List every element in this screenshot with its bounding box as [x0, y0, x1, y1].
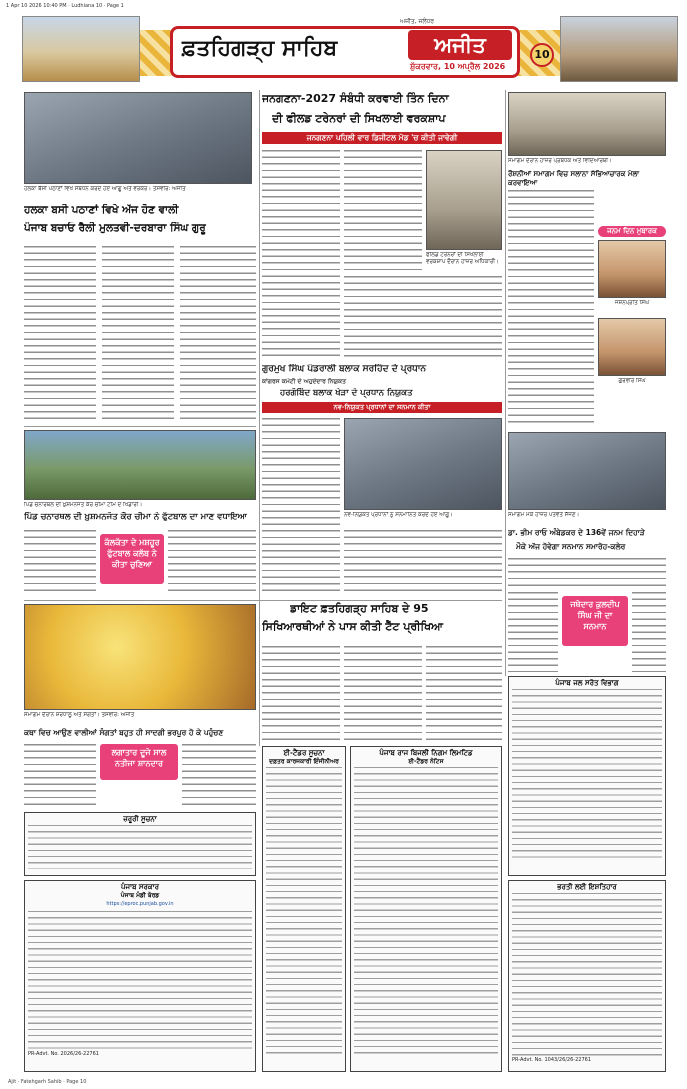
ad-center-2: [350, 746, 502, 1072]
middle-text-col-2: [344, 530, 502, 596]
rally-headline-line-1: ਹਲਕਾ ਬਸੀ ਪਠਾਣਾਂ ਵਿਖੇ ਅੱਜ ਹੋਣ ਵਾਲੀ: [24, 204, 179, 216]
lead-text-col-3: [344, 276, 502, 360]
congregation-photo: [24, 604, 256, 710]
middle-text-col-1: [262, 418, 340, 596]
ad-left-1-title: ਜ਼ਰੂਰੀ ਸੂਚਨਾ: [123, 815, 157, 823]
ambedkar-highlight-box: ਜਥੇਦਾਰ ਕੁਲਦੀਪ ਸਿੰਘ ਜੀ ਦਾ ਸਨਮਾਨ: [562, 596, 628, 646]
football-text-col-2: [168, 530, 256, 594]
row-rule-2: [24, 600, 502, 601]
ad-center-1-sub: ਦਫ਼ਤਰ ਕਾਰਜਕਾਰੀ ਇੰਜੀਨੀਅਰ: [269, 757, 339, 765]
ad-center-2-sub: ਈ-ਟੈਂਡਰ ਨੋਟਿਸ: [408, 757, 444, 765]
ad-left-2-website[interactable]: https://eproc.punjab.gov.in: [106, 901, 174, 907]
rally-text-col-1: [24, 246, 96, 422]
middle-subhead: ਹਰਗੋਬਿੰਦ ਬਲਾਕ ਖੇੜਾ ਦੇ ਪ੍ਰਧਾਨ ਨਿਯੁਕਤ: [280, 388, 413, 398]
ambedkar-text-3: [632, 592, 666, 672]
rally-headline-line-2: ਪੰਜਾਬ ਬਚਾਓ ਰੈਲੀ ਮੁਲਤਵੀ-ਦਰਬਾਰਾ ਸਿੰਘ ਗੁਰੂ: [24, 222, 206, 234]
child-caption-1: ਜਸ਼ਨਪ੍ਰੀਤ ਸਿੰਘ: [614, 300, 650, 306]
football-highlight-box: ਕੱਲਕੱਤਾ ਦੇ ਮਸ਼ਹੂਰ ਫੁੱਟਬਾਲ ਕਲੱਬ ਨੇ ਕੀਤਾ ਚੁਣਿਆ: [100, 534, 164, 584]
ad-left-1-lines: [28, 825, 252, 869]
child-caption-2: ਗੁਰਵੀਰ ਸਿੰਘ: [618, 378, 646, 384]
ambedkar-headline-2: ਮੌਕੇ ਅੱਜ ਹੋਵੇਗਾ ਸਨਮਾਨ ਸਮਾਰੋਹ-ਕਲੇਰ: [516, 542, 626, 551]
print-slug: 1 Apr 10 2026 10:40 PM · Ludhiana 10 · Page 1: [6, 3, 124, 9]
katha-headline: ਕਥਾ ਵਿਚ ਆਉਣ ਵਾਲੀਆਂ ਸੰਗਤਾਂ ਬਹੁਤ ਹੀ ਸਾਦਗੀ ਭਰਪੂਰ ਹੋ ਕੇ ਪਹੁੰਚਣ: [24, 728, 224, 737]
ad-center-2-title: ਪੰਜਾਬ ਰਾਜ ਬਿਜਲੀ ਨਿਗਮ ਲਿਮਟਿਡ: [379, 749, 473, 757]
middle-headline-2: ਕਾਂਗਰਸ ਕਮੇਟੀ ਦੇ ਅਹੁਦੇਦਾਰ ਨਿਯੁਕਤ: [262, 378, 346, 385]
rally-photo-caption: ਹਲਕਾ ਬੱਸੀ ਪਠਾਣਾਂ ਵਿਖੇ ਸੰਬੋਧਨ ਕਰਦੇ ਹੋਏ ਆਗੂ ਅਤੇ ਵਰਕਰ। ਤਸਵੀਰ: ਅਜੀਤ: [24, 186, 186, 192]
column-rule-1: [259, 90, 260, 746]
ad-left-2-pr-no: PR-Advt. No. 2026/26-22761: [28, 1050, 99, 1057]
ad-right-2-pr-no: PR-Advt. No. 1043/26/26-22761: [512, 1056, 592, 1063]
ambedkar-text-1: [508, 558, 666, 588]
masthead-date: ਸ਼ੁੱਕਰਵਾਰ, 10 ਅਪ੍ਰੈਲ 2026: [410, 62, 506, 71]
ad-left-2-lines: [28, 911, 252, 1051]
tet-headline-line-2: ਸਿਖਿਆਰਥੀਆਂ ਨੇ ਪਾਸ ਕੀਤੀ ਟੈੱਟ ਪ੍ਰੀਖਿਆ: [262, 620, 444, 633]
lead-text-col-2: [344, 150, 422, 270]
football-photo-caption: ਪਿੰਡ ਚਨਾਰਥਲ ਦੀ ਖ਼ੁਸ਼ਮਨਜੋਤ ਕੌਰ ਚੀਮਾ ਟੀਮ ਦੇ ਖਿਡਾਰੀ।: [24, 502, 143, 508]
tet-headline-line-1: ਡਾਇਟ ਫ਼ਤਹਿਗੜ੍ਹ ਸਾਹਿਬ ਦੇ 95: [290, 602, 429, 615]
ad-right-2-lines: [512, 893, 662, 1057]
event-photo-caption: ਸਮਾਗਮ ਦੌਰਾਨ ਹਾਜ਼ਰ ਪ੍ਰਬੰਧਕ ਅਤੇ ਵਿਦਿਆਰਥੀ।: [508, 158, 612, 164]
football-team-photo: [24, 430, 256, 500]
ad-right-2-title: ਭਰਤੀ ਲਈ ਇਸ਼ਤਿਹਾਰ: [557, 883, 617, 891]
masthead-brand: ਅਜੀਤ: [408, 30, 512, 60]
ad-left-2-title: ਪੰਜਾਬ ਸਰਕਾਰ: [120, 883, 159, 891]
ad-right-1-lines: [512, 689, 662, 861]
workshop-photo: [426, 150, 502, 250]
middle-red-subhead: ਨਵ-ਨਿਯੁਕਤ ਪ੍ਰਧਾਨਾਂ ਦਾ ਸਨਮਾਨ ਕੀਤਾ: [262, 402, 502, 413]
ad-center-1-lines: [266, 767, 342, 1057]
congregation-photo-caption: ਸਮਾਗਮ ਦੌਰਾਨ ਸ਼ਰਧਾਲੂ ਅਤੇ ਸੰਗਤਾਂ। ਤਸਵੀਰ: ਅਜੀਤ: [24, 712, 135, 718]
football-headline: ਪਿੰਡ ਚਨਾਰਥਲ ਦੀ ਖ਼ੁਸ਼ਮਨਜੋਤ ਕੌਰ ਚੀਮਾ ਨੇ ਫੁੱਟਬਾਲ ਦਾ ਮਾਣ ਵਧਾਇਆ: [24, 512, 247, 522]
lead-headline-line-1: ਜਨਗਣਨਾ-2027 ਸੰਬੰਧੀ ਕਰਵਾਈ ਤਿੰਨ ਦਿਨਾ: [262, 92, 449, 105]
page-number: 10: [530, 43, 554, 67]
child-photo-2: [598, 318, 666, 376]
event-headline: ਰੌਸ਼ਨੀਆਂ ਸਮਾਗਮ ਵਿਚ ਸਲਾਨਾ ਸੱਭਿਆਚਾਰਕ ਮੇਲਾ ਕਰਵਾਇਆ: [508, 170, 640, 187]
row-rule-1: [24, 426, 256, 427]
masthead-edition: ਅਜੀਤ, ਜਲੰਧਰ: [400, 18, 435, 25]
ambedkar-headline-1: ਡਾ. ਭੀਮ ਰਾਓ ਅੰਬੇਡਕਰ ਦੇ 136ਵੇਂ ਜਨਮ ਦਿਹਾੜੇ: [508, 528, 645, 537]
ad-center-1: [262, 746, 346, 1072]
ad-right-1-title: ਪੰਜਾਬ ਜਲ ਸਰੋਤ ਵਿਭਾਗ: [555, 679, 619, 687]
rally-text-col-2: [102, 246, 174, 422]
group-photo-caption: ਸਮਾਗਮ ਮੌਕੇ ਹਾਜ਼ਰ ਪਤਵੰਤੇ ਸੱਜਣ।: [508, 512, 580, 518]
birthday-header: ਜਨਮ ਦਿਨ ਮੁਬਾਰਕ: [598, 226, 666, 237]
fort-photo: [560, 16, 678, 82]
lead-subhead: ਜਨਗਣਨਾ ਪਹਿਲੀ ਵਾਰ ਡਿਜੀਟਲ ਮੋਡ 'ਚ ਕੀਤੀ ਜਾਵੇਗੀ: [262, 132, 502, 144]
katha-text-col-1: [24, 744, 96, 808]
tet-text-col-1: [262, 646, 340, 742]
tet-text-col-2: [344, 646, 422, 742]
ad-right-1: [508, 676, 666, 876]
rally-photo: [24, 92, 252, 184]
child-photo-1: [598, 240, 666, 298]
ad-left-1: [24, 812, 256, 876]
rally-text-col-3: [180, 246, 256, 422]
appointment-photo-caption: ਨਵ-ਨਿਯੁਕਤ ਪ੍ਰਧਾਨਾਂ ਨੂੰ ਸਨਮਾਨਿਤ ਕਰਦੇ ਹੋਏ ਆਗੂ।: [344, 512, 453, 518]
ad-right-2: [508, 880, 666, 1072]
tet-text-col-3: [426, 646, 502, 742]
group-photo: [508, 432, 666, 510]
page-footer: Ajit · Fatehgarh Sahib · Page 10: [8, 1079, 87, 1085]
middle-headline: ਗੁਰਮੁਖ ਸਿੰਘ ਪੰਡਰਾਲੀ ਬਲਾਕ ਸਰਹਿੰਦ ਦੇ ਪ੍ਰਧਾਨ: [262, 364, 427, 374]
workshop-photo-caption: ਫੀਲਡ ਟਰੇਨਰਾਂ ਦੀ ਸਿਖਲਾਈ ਵਰਕਸ਼ਾਪ ਦੌਰਾਨ ਹਾਜ਼ਰ ਅਧਿਕਾਰੀ।: [426, 252, 499, 265]
column-rule-2: [505, 90, 506, 676]
football-text-col-1: [24, 530, 96, 594]
ad-center-2-lines: [354, 767, 498, 1057]
event-text-col: [508, 190, 594, 426]
lead-headline-line-2: ਦੀ ਫੀਲਡ ਟਰੇਨਰਾਂ ਦੀ ਸਿਖਲਾਈ ਵਰਕਸ਼ਾਪ: [272, 112, 446, 125]
event-photo: [508, 92, 666, 156]
ad-left-2: [24, 880, 256, 1072]
katha-highlight-box: ਲਗਾਤਾਰ ਦੂਜੇ ਸਾਲ ਨਤੀਜਾ ਸ਼ਾਨਦਾਰ: [100, 744, 178, 780]
ad-center-1-title: ਈ-ਟੈਂਡਰ ਸੂਚਨਾ: [283, 749, 325, 757]
gurdwara-photo: [22, 16, 140, 82]
appointment-photo: [344, 418, 502, 510]
masthead-title: ਫ਼ਤਹਿਗੜ੍ਹ ਸਾਹਿਬ: [182, 36, 338, 61]
ad-left-2-sub: ਪੰਜਾਬ ਮੰਡੀ ਬੋਰਡ: [120, 891, 160, 899]
lead-text-col-1: [262, 150, 340, 360]
ambedkar-text-2: [508, 592, 558, 672]
katha-text-col-2: [182, 744, 256, 808]
